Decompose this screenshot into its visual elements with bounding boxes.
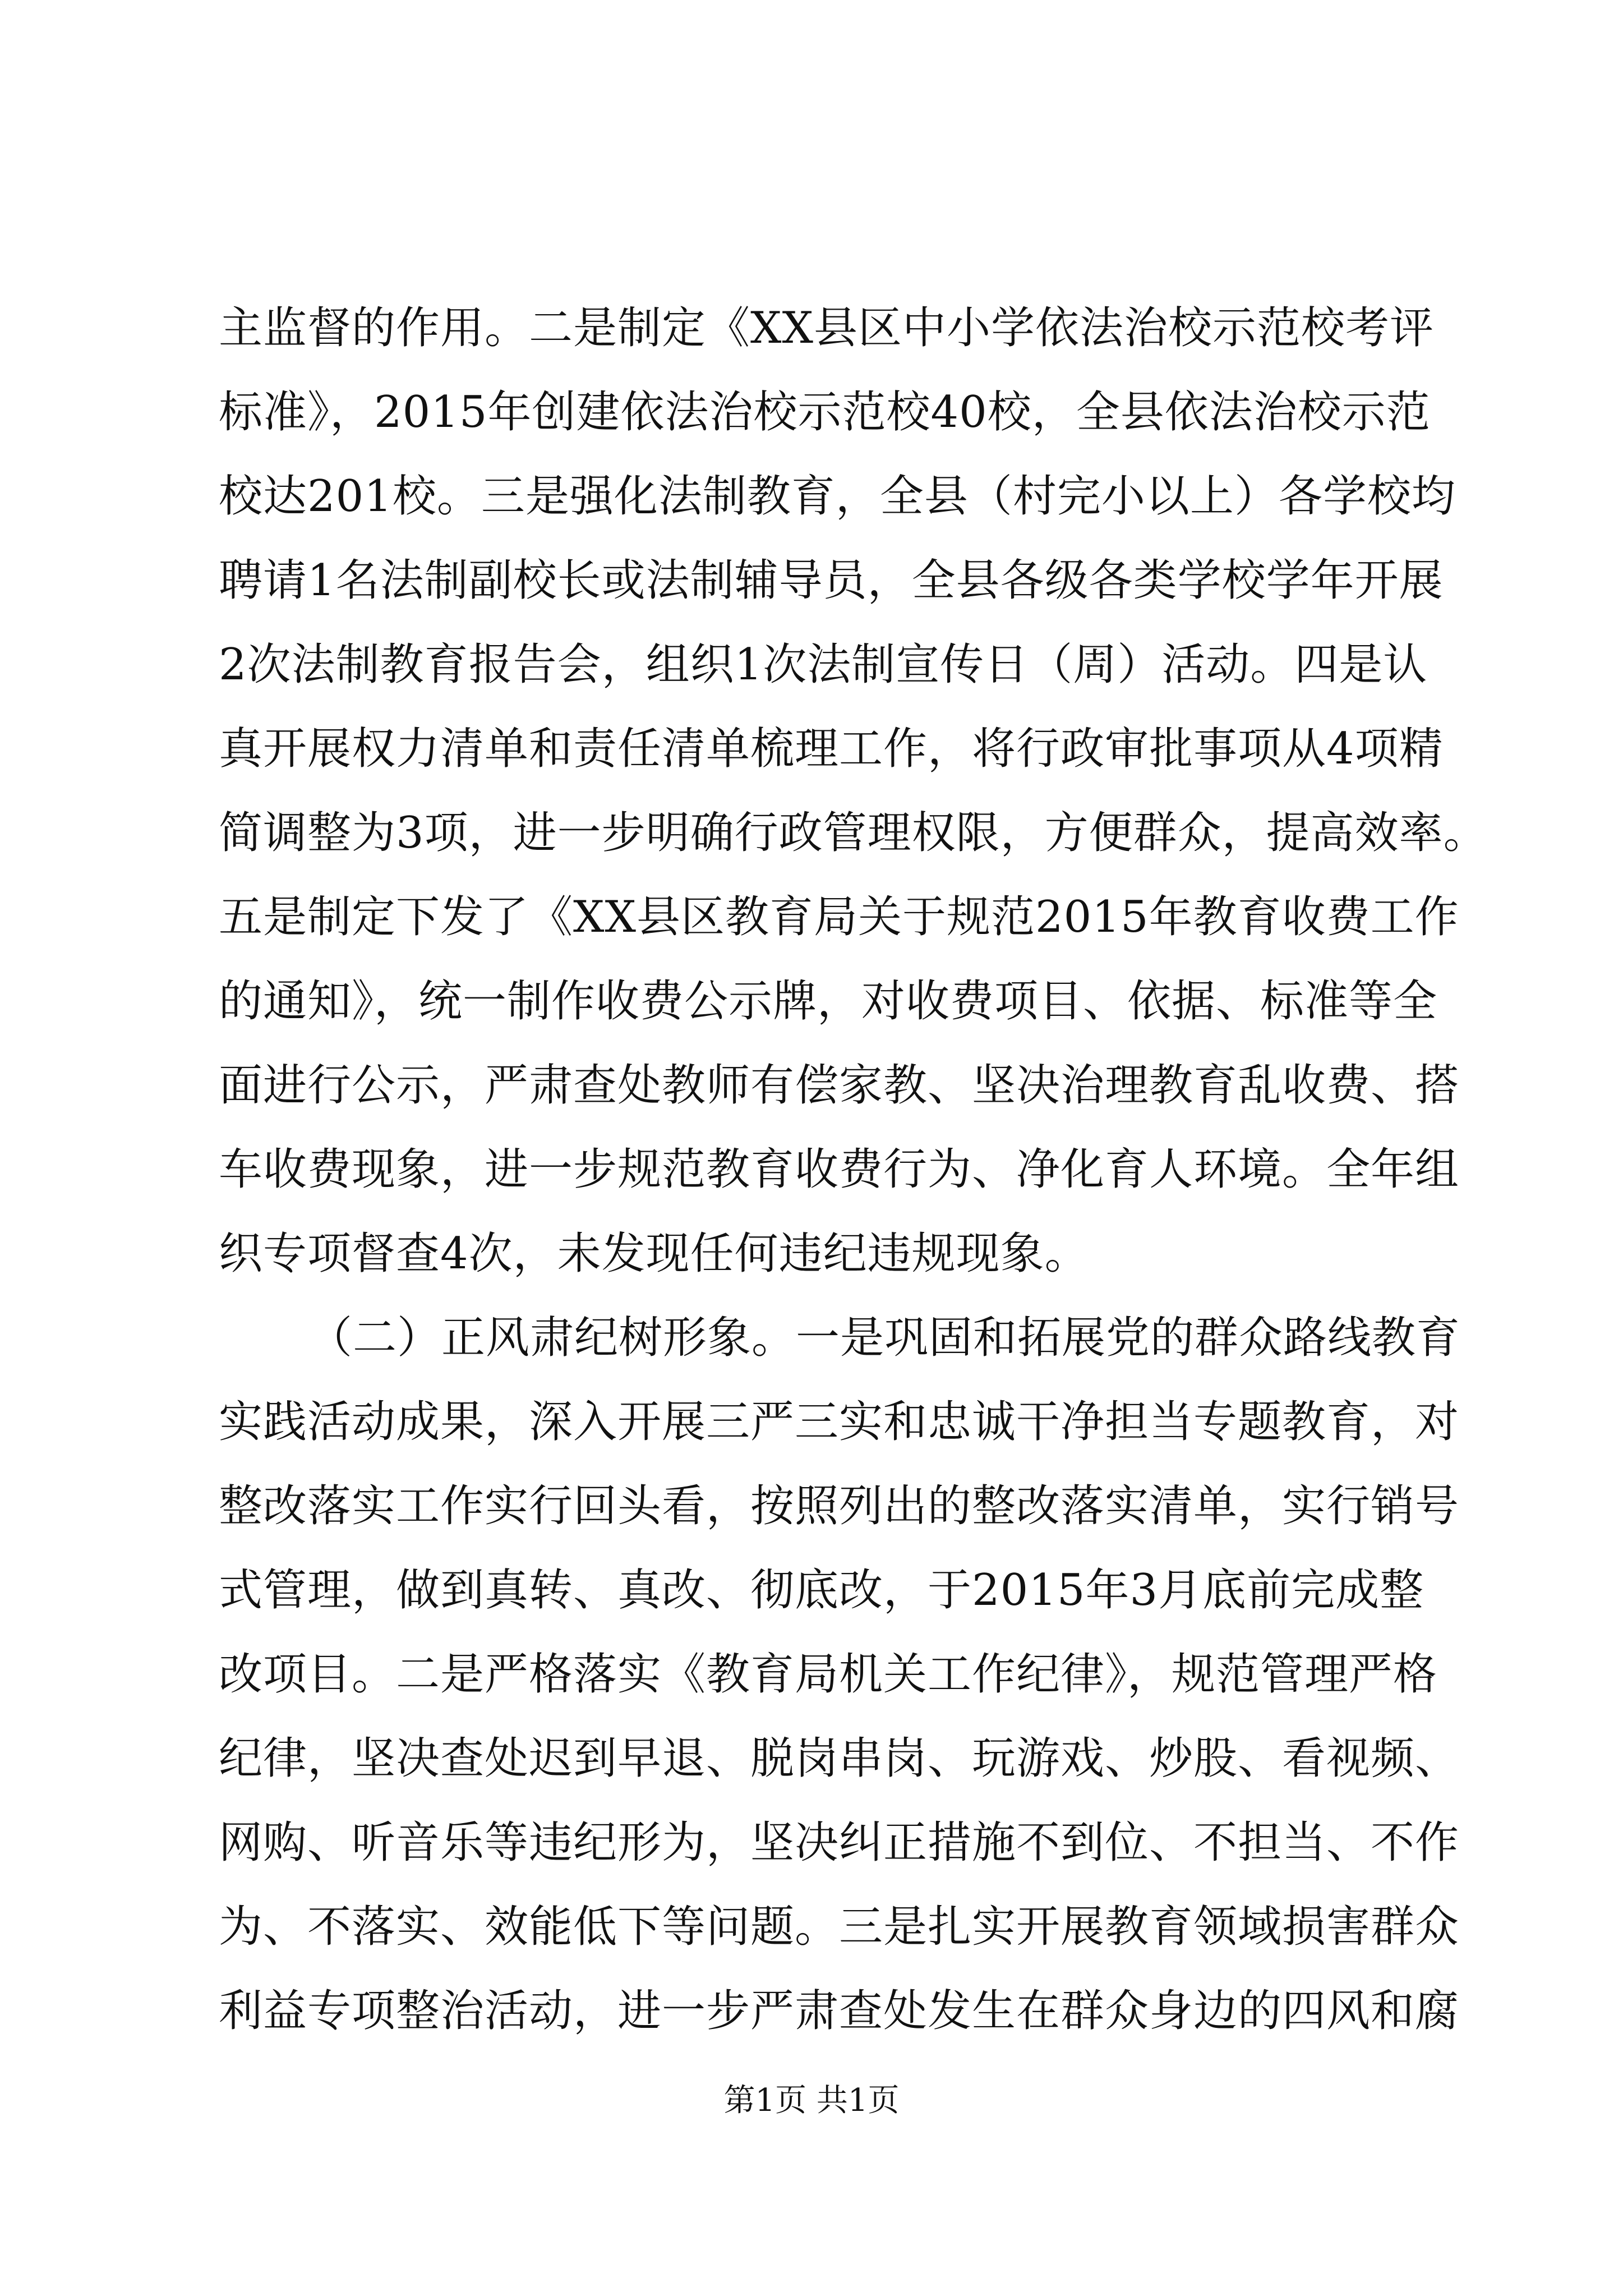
text-line: 整改落实工作实行回头看，按照列出的整改落实清单，实行销号 (219, 1481, 1460, 1531)
text-line: 主监督的作用。二是制定《XX县区中小学依法治校示范校考评 (219, 303, 1435, 353)
text-line: 式管理，做到真转、真改、彻底改，于2015年3月底前完成整 (219, 1565, 1424, 1616)
text-line: 改项目。二是严格落实《教育局机关工作纪律》，规范管理严格 (219, 1649, 1438, 1700)
text-line: 车收费现象，进一步规范教育收费行为、净化育人环境。全年组 (219, 1144, 1460, 1195)
text-line: 实践活动成果，深入开展三严三实和忠诚干净担当专题教育，对 (219, 1397, 1460, 1447)
page-number-footer: 第1页 共1页 (723, 2082, 900, 2119)
text-line: 五是制定下发了《XX县区教育局关于规范2015年教育收费工作 (219, 892, 1459, 942)
text-line: 真开展权力清单和责任清单梳理工作，将行政审批事项从4项精 (219, 724, 1444, 774)
text-line: 2次法制教育报告会，组织1次法制宣传日（周）活动。四是认 (219, 639, 1428, 690)
text-line: 的通知》，统一制作收费公示牌，对收费项目、依据、标准等全 (219, 976, 1438, 1027)
text-line: 纪律，坚决查处迟到早退、脱岗串岗、玩游戏、炒股、看视频、 (219, 1733, 1460, 1784)
text-line: 网购、听音乐等违纪形为，坚决纠正措施不到位、不担当、不作 (219, 1818, 1460, 1868)
section-heading-line: （二）正风肃纪树形象。一是巩固和拓展党的群众路线教育 (308, 1313, 1461, 1363)
text-line: 面进行公示，严肃查处教师有偿家教、坚决治理教育乱收费、搭 (219, 1060, 1460, 1111)
text-line: 聘请1名法制副校长或法制辅导员，全县各级各类学校学年开展 (219, 555, 1444, 606)
text-line: 织专项督查4次，未发现任何违纪违规现象。 (219, 1228, 1089, 1279)
text-line: 简调整为3项，进一步明确行政管理权限，方便群众，提高效率。 (219, 808, 1488, 858)
text-line: 标准》，2015年创建依法治校示范校40校，全县依法治校示范 (219, 387, 1431, 438)
text-line: 利益专项整治活动，进一步严肃查处发生在群众身边的四风和腐 (219, 1986, 1460, 2036)
text-line: 为、不落实、效能低下等问题。三是扎实开展教育领域损害群众 (219, 1902, 1460, 1952)
text-line: 校达201校。三是强化法制教育，全县（村完小以上）各学校均 (219, 471, 1456, 522)
